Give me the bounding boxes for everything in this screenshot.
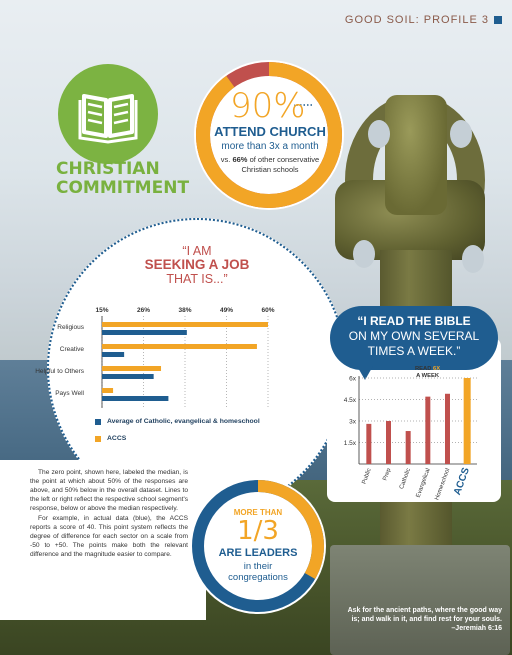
bar-average (102, 330, 187, 335)
tick-label: 26% (136, 307, 151, 314)
read-6x-label: READ 6X A WEEK (415, 366, 441, 379)
section-title: CHRISTIAN COMMITMENT (56, 159, 190, 198)
bar-average (102, 396, 168, 401)
category-label: Public (361, 467, 373, 486)
leaders-fraction: 1/3 (237, 516, 279, 546)
tick-label: 15% (95, 307, 109, 314)
tick-label: 6x (349, 375, 356, 383)
category-label: Prep (382, 467, 393, 482)
job-quote: “I AM SEEKING A JOB THAT IS...” (144, 244, 250, 286)
category-label: Pays Well (55, 390, 84, 397)
tick-label: 38% (178, 307, 192, 314)
bar (386, 421, 391, 464)
leaders-donut (190, 478, 326, 614)
church-sub: more than 3x a month (221, 141, 319, 152)
bar (425, 397, 430, 464)
bar-accs (102, 388, 113, 393)
category-label: Creative (59, 346, 84, 353)
legend-item-avg: Average of Catholic, evangelical & homeschool (95, 418, 260, 425)
job-bar-chart (35, 302, 290, 412)
category-label: Helpful to Others (35, 368, 84, 375)
category-label: ACCS (451, 466, 472, 497)
leaders-sub: in their congregations (228, 561, 288, 583)
tick-label: 1.5x (343, 440, 356, 447)
bar (366, 424, 371, 464)
open-book-icon (58, 64, 158, 164)
explanation-p2: For example, in actual data (blue), the ACCS reports a score of 40. This point system reflects the degree of difference for each sector on a scale from -50 to +50. The points make both the relevant difference and the magnitude easier to compare. (30, 515, 188, 558)
bar-accs (102, 344, 257, 349)
bar-accs (102, 322, 268, 327)
header-square-icon (494, 16, 502, 24)
leaders-more-than: MORE THAN (233, 508, 283, 517)
bar (406, 431, 411, 464)
category-label: Evangelical (415, 467, 432, 499)
bible-quote-bubble: “I READ THE BIBLE ON MY OWN SEVERAL TIMES A WEEK.” (330, 306, 498, 370)
tick-label: 60% (261, 307, 275, 314)
explanation-box (0, 460, 206, 620)
bar-accs (102, 366, 161, 371)
bar-average (102, 374, 154, 379)
category-label: Religious (57, 324, 84, 331)
explanation-p1: The zero point, shown here, labeled the median, is the point at which about 50% of the responses are above, and 50% below in the overall dataset. Lines to the left or right reflect the respective school segment's response, below or above the median respectively. (30, 469, 188, 512)
bar (445, 394, 450, 464)
church-vs: vs. 66% of other conservative Christian schools (220, 155, 320, 174)
bar-average (102, 352, 124, 357)
bible-bar-chart (327, 370, 501, 502)
bar (464, 378, 471, 464)
page-header (345, 14, 502, 26)
church-percent: 90% (230, 86, 306, 126)
book-badge (58, 64, 158, 164)
header-text: GOOD SOIL: PROFILE 3 (344, 14, 489, 27)
legend-item-accs: ACCS (95, 435, 260, 442)
tick-label: 3x (349, 418, 356, 426)
scripture-verse: Ask for the ancient paths, where the good way is; and walk in it, and find rest for your souls. –Jeremiah 6:16 (347, 607, 502, 632)
leaders-label: ARE LEADERS (218, 547, 298, 559)
tick-label: 49% (219, 307, 234, 314)
church-label: ATTEND CHURCH (214, 124, 326, 139)
category-label: Homeschool (434, 467, 452, 502)
job-legend (95, 418, 260, 452)
category-label: Catholic (398, 467, 413, 491)
tick-label: 4.5x (343, 397, 356, 404)
